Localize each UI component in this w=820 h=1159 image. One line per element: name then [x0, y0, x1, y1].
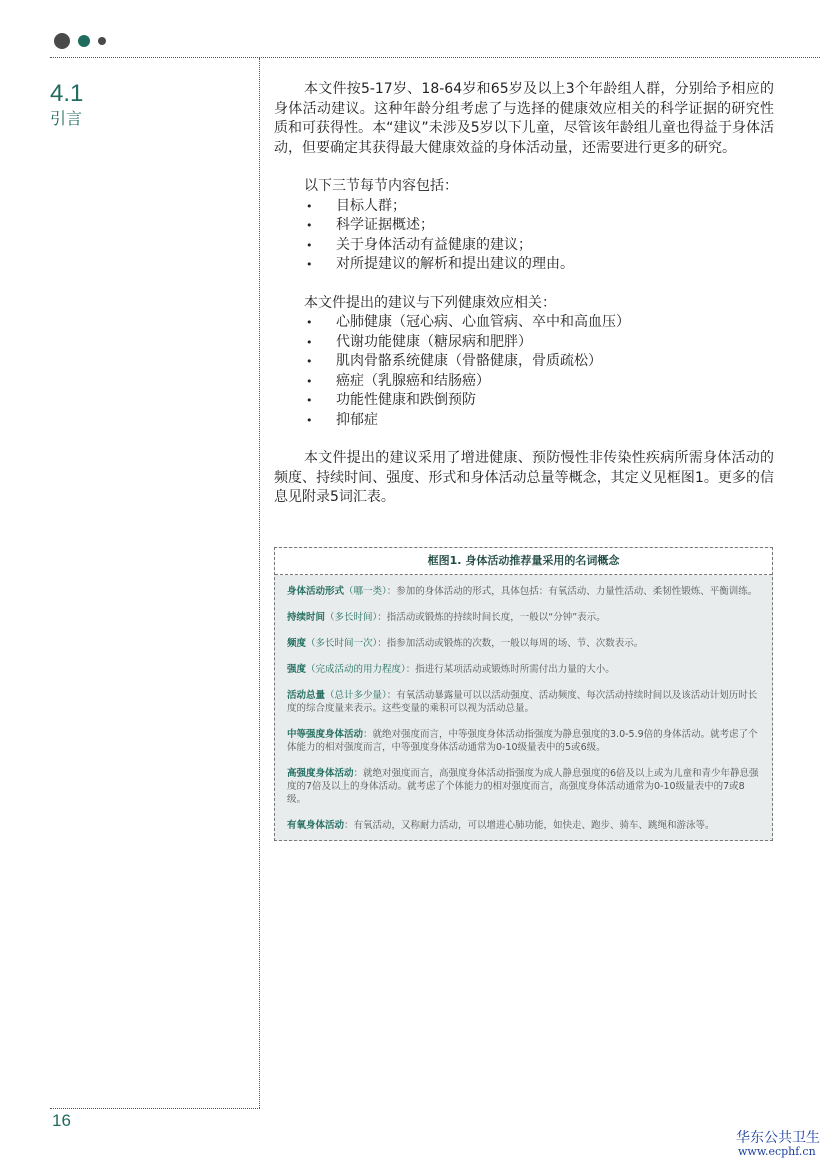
definition-text: ：有氧活动，又称耐力活动，可以增进心肺功能，如快走、跑步、骑车、跳绳和游泳等。: [344, 820, 715, 831]
small-dot-icon: [98, 37, 106, 45]
definition-term: 有氧身体活动: [287, 820, 345, 831]
definition-entry: [287, 663, 760, 676]
main-text: [274, 80, 774, 508]
list-item: • 对所提建议的解析和提出建议的理由。: [274, 255, 774, 275]
list-item: • 肌肉骨骼系统健康（骨骼健康，骨质疏松）: [274, 352, 774, 372]
definition-qualifier: （完成活动的用力程度）: [306, 664, 406, 675]
definition-entry: [287, 767, 760, 806]
section-title: 引言: [50, 109, 83, 128]
bottom-divider: [50, 1108, 260, 1109]
list-item: • 癌症（乳腺癌和结肠癌）: [274, 372, 774, 392]
definition-entry: [287, 689, 760, 715]
definition-entry: [287, 585, 760, 598]
definition-text: ：就绝对强度而言，中等强度身体活动指强度为静息强度的3.0-5.9倍的身体活动。就考虑了个体能力的相对强度而言，中等强度身体活动通常为0-10级量表中的5或6级。: [287, 729, 758, 753]
green-dot-icon: [78, 35, 90, 47]
list-item: • 目标人群；: [274, 197, 774, 217]
section-number: 4.1: [50, 80, 84, 107]
definition-term: 活动总量: [287, 690, 326, 701]
intro-paragraph: 本文件按5-17岁、18-64岁和65岁及以上3个年龄组人群，分别给予相应的身体活动建议。这种年龄分组考虑了与选择的健康效应相关的科学证据的研究性质和可获得性。本“建议”未涉及5岁以下儿童，尽管该年龄组儿童也得益于身体活动，但要确定其获得最大健康效益的身体活动量，还需要进行更多的研究。: [274, 81, 774, 156]
definition-entry: [287, 728, 760, 754]
list-item: • 关于身体活动有益健康的建议；: [274, 236, 774, 256]
definition-entry: [287, 637, 760, 650]
box-title: 框图1. 身体活动推荐量采用的名词概念: [275, 548, 772, 575]
definition-term: 持续时间: [287, 612, 326, 623]
column-divider: [259, 58, 260, 1108]
list2-intro: 本文件提出的建议与下列健康效应相关：: [304, 294, 556, 311]
definition-term: 中等强度身体活动: [287, 729, 364, 740]
watermark-url: www.ecphf.cn: [738, 1145, 816, 1158]
definition-text: ：参加的身体活动的形式，具体包括：有氧活动、力量性活动、柔韧性锻炼、平衡训练。: [386, 586, 758, 597]
definition-text: ：指进行某项活动或锻炼时所需付出力量的大小。: [405, 664, 615, 675]
definition-text: ：有氧活动暴露量可以以活动强度、活动频度、每次活动持续时间以及该活动计划历时长度的综合度量来表示。这些变量的乘积可以视为活动总量。: [287, 690, 758, 714]
list-item: • 心肺健康（冠心病、心血管病、卒中和高血压）: [274, 313, 774, 333]
definition-term: 强度: [287, 664, 307, 675]
watermark-name: 华东公共卫生: [736, 1130, 820, 1146]
definition-term: 频度: [287, 638, 307, 649]
list1: [274, 197, 774, 275]
definition-entry: [287, 819, 760, 832]
definition-term: 高强度身体活动: [287, 768, 354, 779]
list-item: • 抑郁症: [274, 411, 774, 431]
definition-term: 身体活动形式: [287, 586, 345, 597]
box-body: [275, 575, 772, 840]
definition-text: ：就绝对强度而言，高强度身体活动指强度为成人静息强度的6倍及以上或为儿童和青少年静息强度的7倍及以上的身体活动。就考虑了个体能力的相对强度而言，高强度身体活动通常为0-10级量表中的7或8级。: [287, 768, 759, 805]
definition-qualifier: （多长时间）: [325, 612, 378, 623]
definition-text: ：指参加活动或锻炼的次数，一般以每周的场、节、次数表示。: [377, 638, 644, 649]
list-item: • 科学证据概述；: [274, 216, 774, 236]
dark-dot-icon: [54, 33, 70, 49]
list-item: • 功能性健康和跌倒预防: [274, 391, 774, 411]
list-item: • 代谢功能健康（糖尿病和肥胖）: [274, 333, 774, 353]
definition-qualifier: （多长时间一次）: [306, 638, 378, 649]
list1-intro: 以下三节每节内容包括：: [304, 178, 458, 194]
list2: [274, 313, 774, 430]
top-divider: [50, 57, 820, 58]
page-number: 16: [52, 1111, 71, 1130]
definitions-box: [274, 547, 773, 841]
definition-entry: [287, 611, 760, 624]
closing-paragraph: 本文件提出的建议采用了增进健康、预防慢性非传染性疾病所需身体活动的频度、持续时间、强度、形式和身体活动总量等概念，其定义见框图1。更多的信息见附录5词汇表。: [274, 450, 774, 505]
definition-qualifier: （哪一类）: [344, 586, 387, 597]
definition-text: ：指活动或锻炼的持续时间长度，一般以“分钟”表示。: [377, 612, 606, 623]
definition-qualifier: （总计多少量）: [325, 690, 387, 701]
